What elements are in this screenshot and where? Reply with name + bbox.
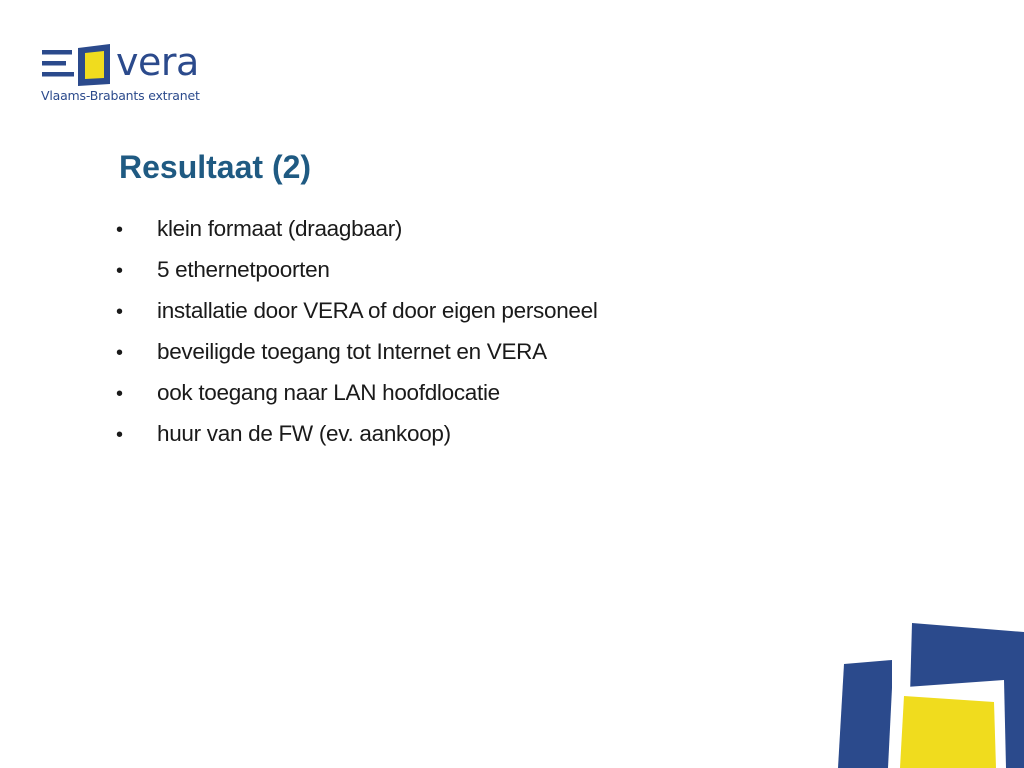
- logo-tagline: [41, 88, 200, 103]
- bullet-icon: •: [116, 301, 123, 323]
- bullet-text: installatie door VERA of door eigen personeel: [157, 298, 598, 323]
- bullet-icon: •: [116, 219, 123, 241]
- bullet-text: klein formaat (draagbaar): [157, 216, 403, 241]
- bullet-text: huur van de FW (ev. aankoop): [157, 421, 451, 446]
- bullet-list: [116, 216, 598, 462]
- tagline-extranet: extranet: [148, 88, 200, 103]
- bullet-icon: •: [116, 383, 123, 405]
- corner-decoration-icon: [834, 618, 1024, 768]
- vera-logo: [40, 40, 220, 108]
- bullet-text: 5 ethernetpoorten: [157, 257, 330, 282]
- bullet-item: [116, 216, 598, 257]
- bullet-icon: •: [116, 424, 123, 446]
- bullet-item: [116, 421, 598, 462]
- tagline-region: Vlaams-Brabants: [41, 88, 145, 103]
- slide-title: Resultaat (2): [119, 149, 312, 185]
- bullet-item: [116, 380, 598, 421]
- vera-wordmark: vera: [116, 40, 199, 84]
- bullet-icon: •: [116, 342, 123, 364]
- bullet-item: [116, 339, 598, 380]
- bullet-text: ook toegang naar LAN hoofdlocatie: [157, 380, 500, 405]
- bullet-text: beveiligde toegang tot Internet en VERA: [157, 339, 547, 364]
- bullet-item: [116, 298, 598, 339]
- vera-logo-mark-icon: [40, 44, 116, 88]
- bullet-item: [116, 257, 598, 298]
- bullet-icon: •: [116, 260, 123, 282]
